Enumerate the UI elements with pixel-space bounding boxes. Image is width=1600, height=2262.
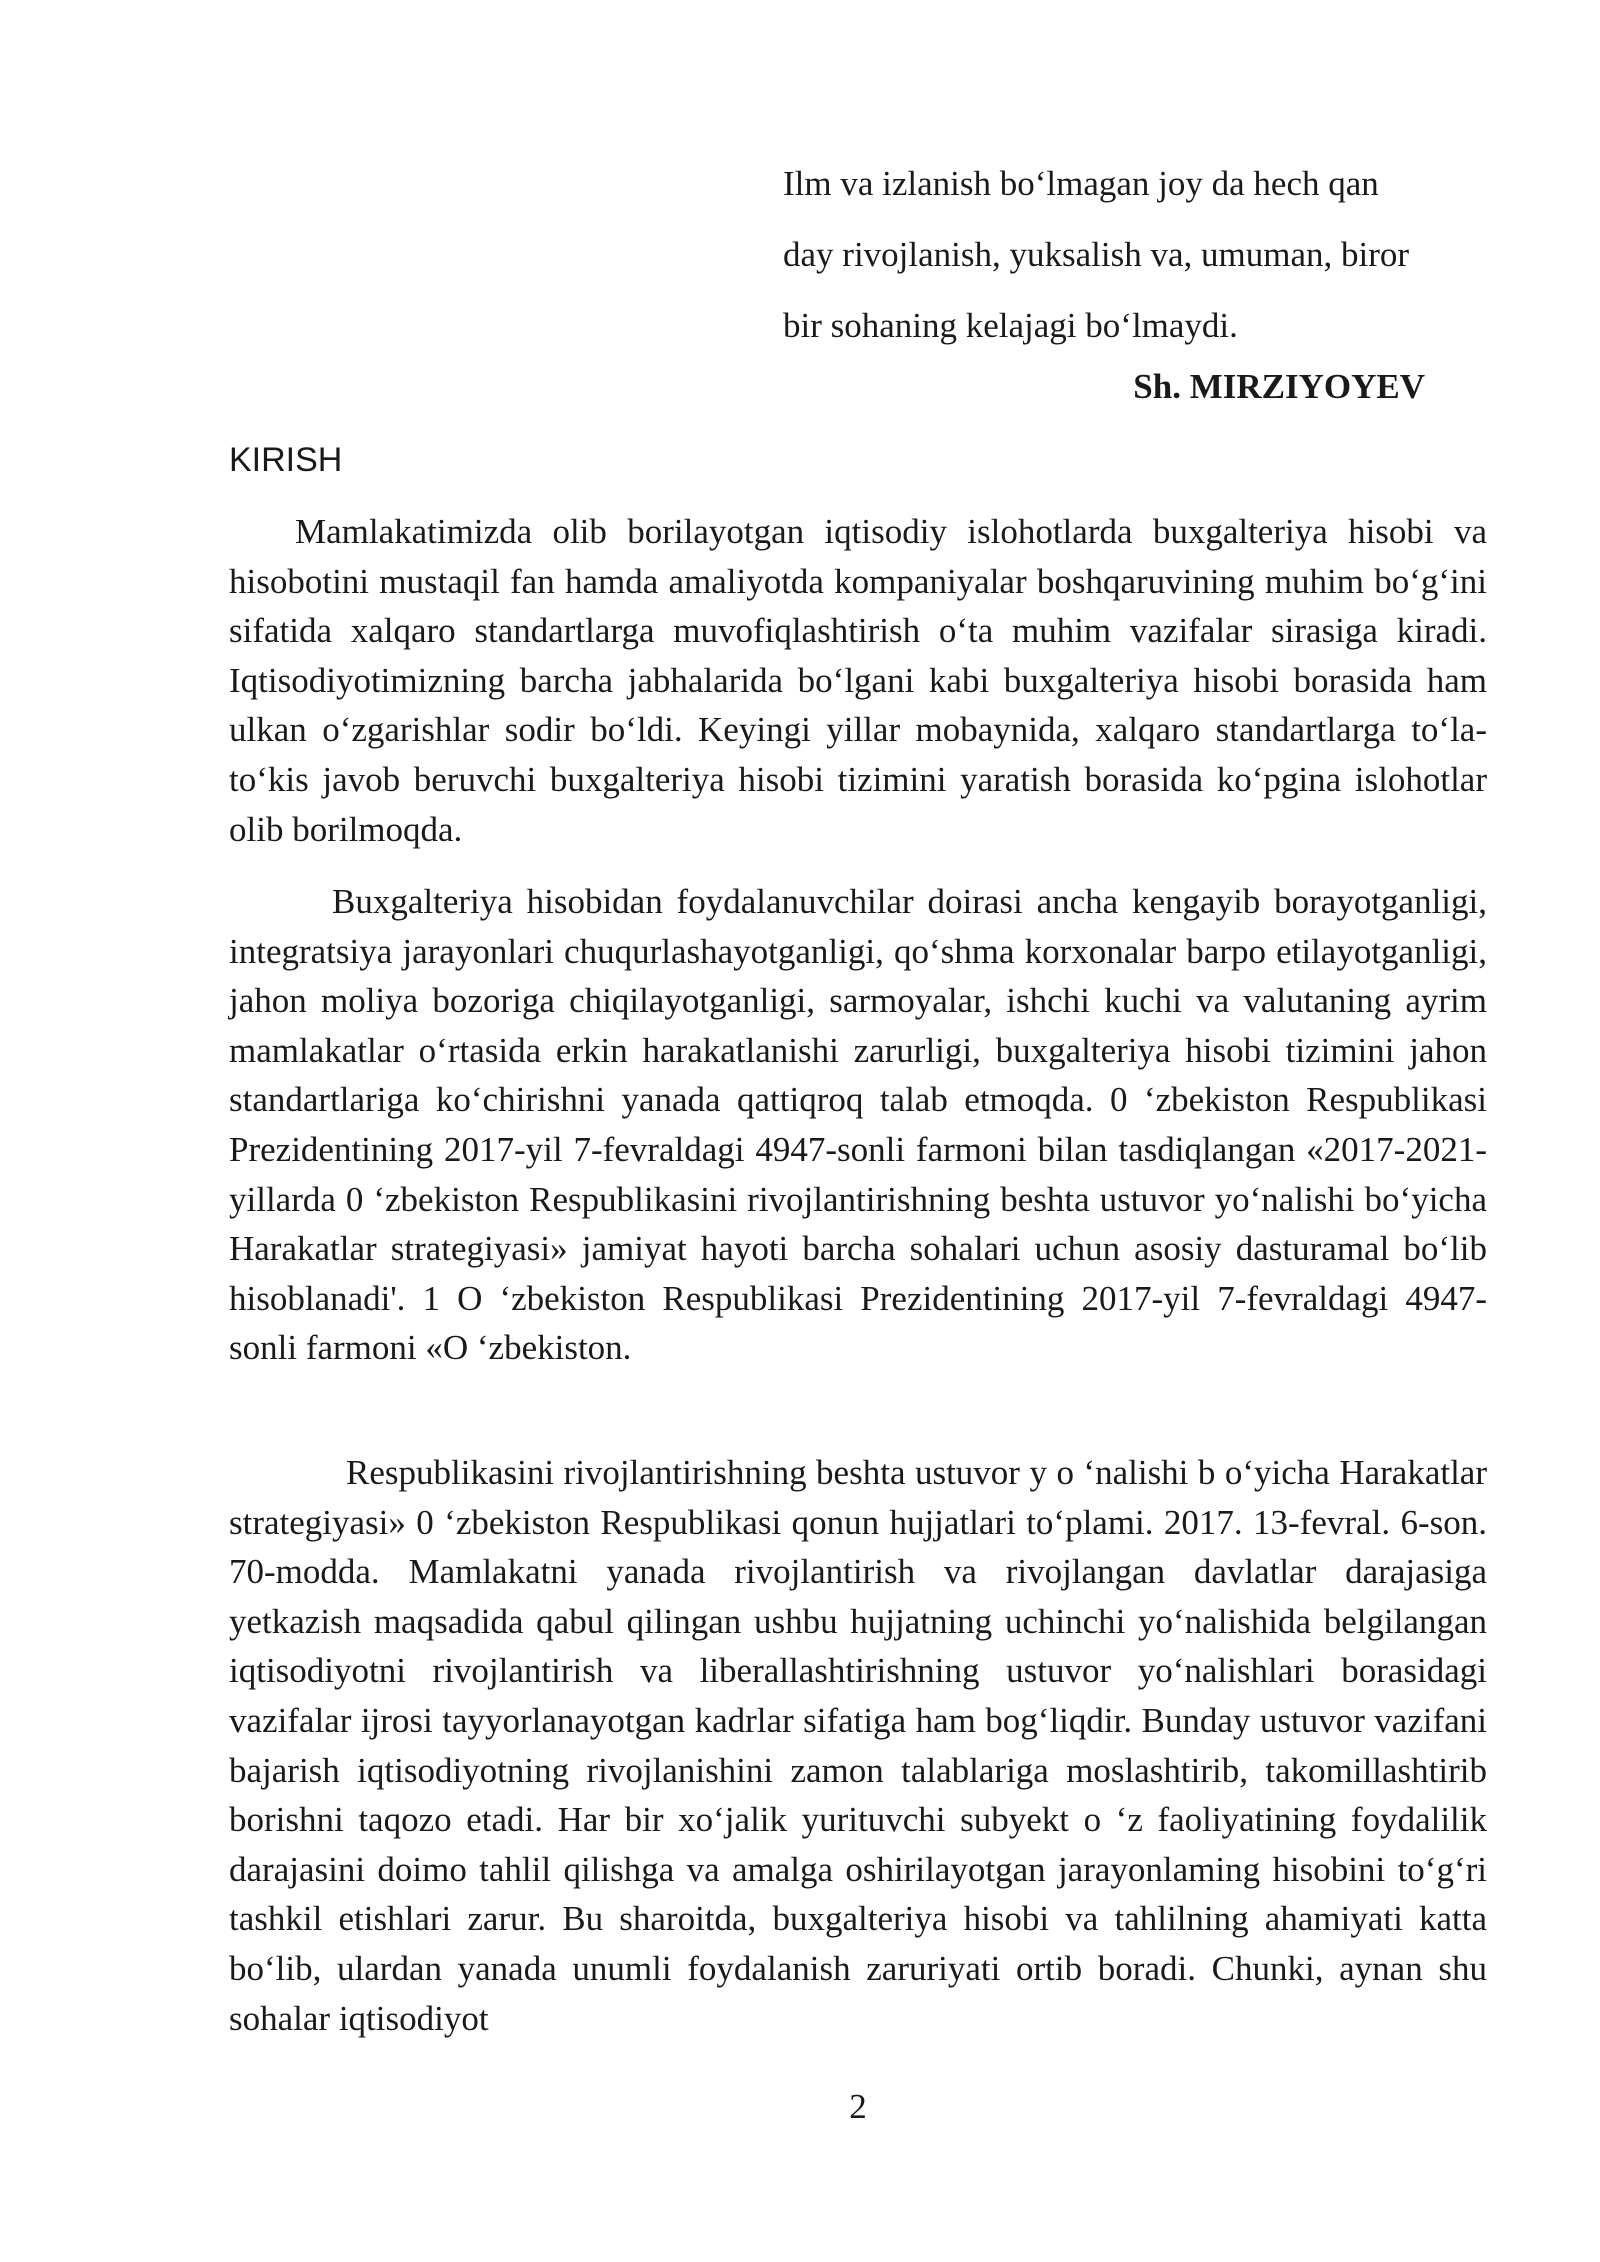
page-number: 2 xyxy=(849,2087,867,2126)
body-paragraph: Mamlakatimizda olib borilayotgan iqtisodiy islohotlarda buxgalteriya hisobi va hisobotini mustaqil fan hamda amaliyotda kompaniyalar boshqaruvining muhim bo‘g‘ini sifatida xalqaro standartlarga muvofiqlashtirish o‘ta muhim vazifalar sirasiga kiradi. Iqtisodiyotimizning barcha jabhalarida bo‘lgani kabi buxgalteriya hisobi borasida ham ulkan o‘zgarishlar sodir bo‘ldi. Keyingi yillar mobaynida, xalqaro standartlarga to‘la-to‘kis javob beruvchi buxgalteriya hisobi tizimini yaratish borasida ko‘pgina islohotlar olib borilmoqda. xyxy=(229,512,1487,849)
body-paragraph: Respublikasini rivojlantirishning beshta ustuvor y o ‘nalishi b o‘yicha Harakatlar strategiyasi» 0 ‘zbekiston Respublikasi qonun hujjatlari to‘plami. 2017. 13-fevral. 6-son. 70-modda. Mamlakatni yanada rivojlantirish va rivojlangan davlatlar darajasiga yetkazish maqsadida qabul qilingan ushbu hujjatning uchinchi yo‘nalishida belgilangan iqtisodiyotni rivojlantirish va liberallashtirishning ustuvor yo‘nalishlari borasidagi vazifalar ijrosi tayyorlanayotgan kadrlar sifatiga ham bog‘liqdir. Bunday ustuvor vazifani bajarish iqtisodiyotning rivojlanishini zamon talablariga moslashtirib, takomillashtirib borishni taqozo etadi. Har bir xo‘jalik yurituvchi subyekt o ‘z faoliyatining foydalilik darajasini doimo tahlil qilishga va amalga oshirilayotgan jarayonlaming hisobini to‘g‘ri tashkil etishlari zarur. Bu sharoitda, buxgalteriya hisobi va tahlilning ahamiyati katta bo‘lib, ulardan yanada unumli foydalanish zaruriyati ortib boradi. Chunki, aynan shu sohalar iqtisodiyot xyxy=(229,1453,1487,2038)
body-paragraph: Buxgalteriya hisobidan foydalanuvchilar doirasi ancha kengayib borayotganligi, integratsiya jarayonlari chuqurlashayotganligi, qo‘shma korxonalar barpo etilayotganligi, jahon moliya bozoriga chiqilayotganligi, sarmoyalar, ishchi kuchi va valutaning ayrim mamlakatlar o‘rtasida erkin harakatlanishi zarurligi, buxgalteriya hisobi tizimini jahon standartlariga ko‘chirishni yanada qattiqroq talab etmoqda. 0 ‘zbekiston Respublikasi Prezidentining 2017-yil 7-fevraldagi 4947-sonli farmoni bilan tasdiqlangan «2017-2021-yillarda 0 ‘zbekiston Respublikasini rivojlantirishning beshta ustuvor yo‘nalishi bo‘yicha Harakatlar strategiyasi» jamiyat hayoti barcha sohalari uchun asosiy dasturamal bo‘lib hisoblanadi'. 1 O ‘zbekiston Respublikasi Prezidentining 2017-yil 7-fevraldagi 4947- sonli farmoni «O ‘zbekiston. xyxy=(229,882,1487,1368)
section-heading: KIRISH xyxy=(229,441,343,479)
epigraph-line: Ilm va izlanish bo‘lmagan joy da hech qan xyxy=(783,164,1379,203)
epigraph-author: Sh. MIRZIYOYEV xyxy=(1133,367,1425,406)
epigraph-line: day rivojlanish, yuksalish va, umuman, biror xyxy=(783,235,1410,274)
epigraph xyxy=(783,148,1483,361)
epigraph-line: bir sohaning kelajagi bo‘lmaydi. xyxy=(783,306,1238,345)
